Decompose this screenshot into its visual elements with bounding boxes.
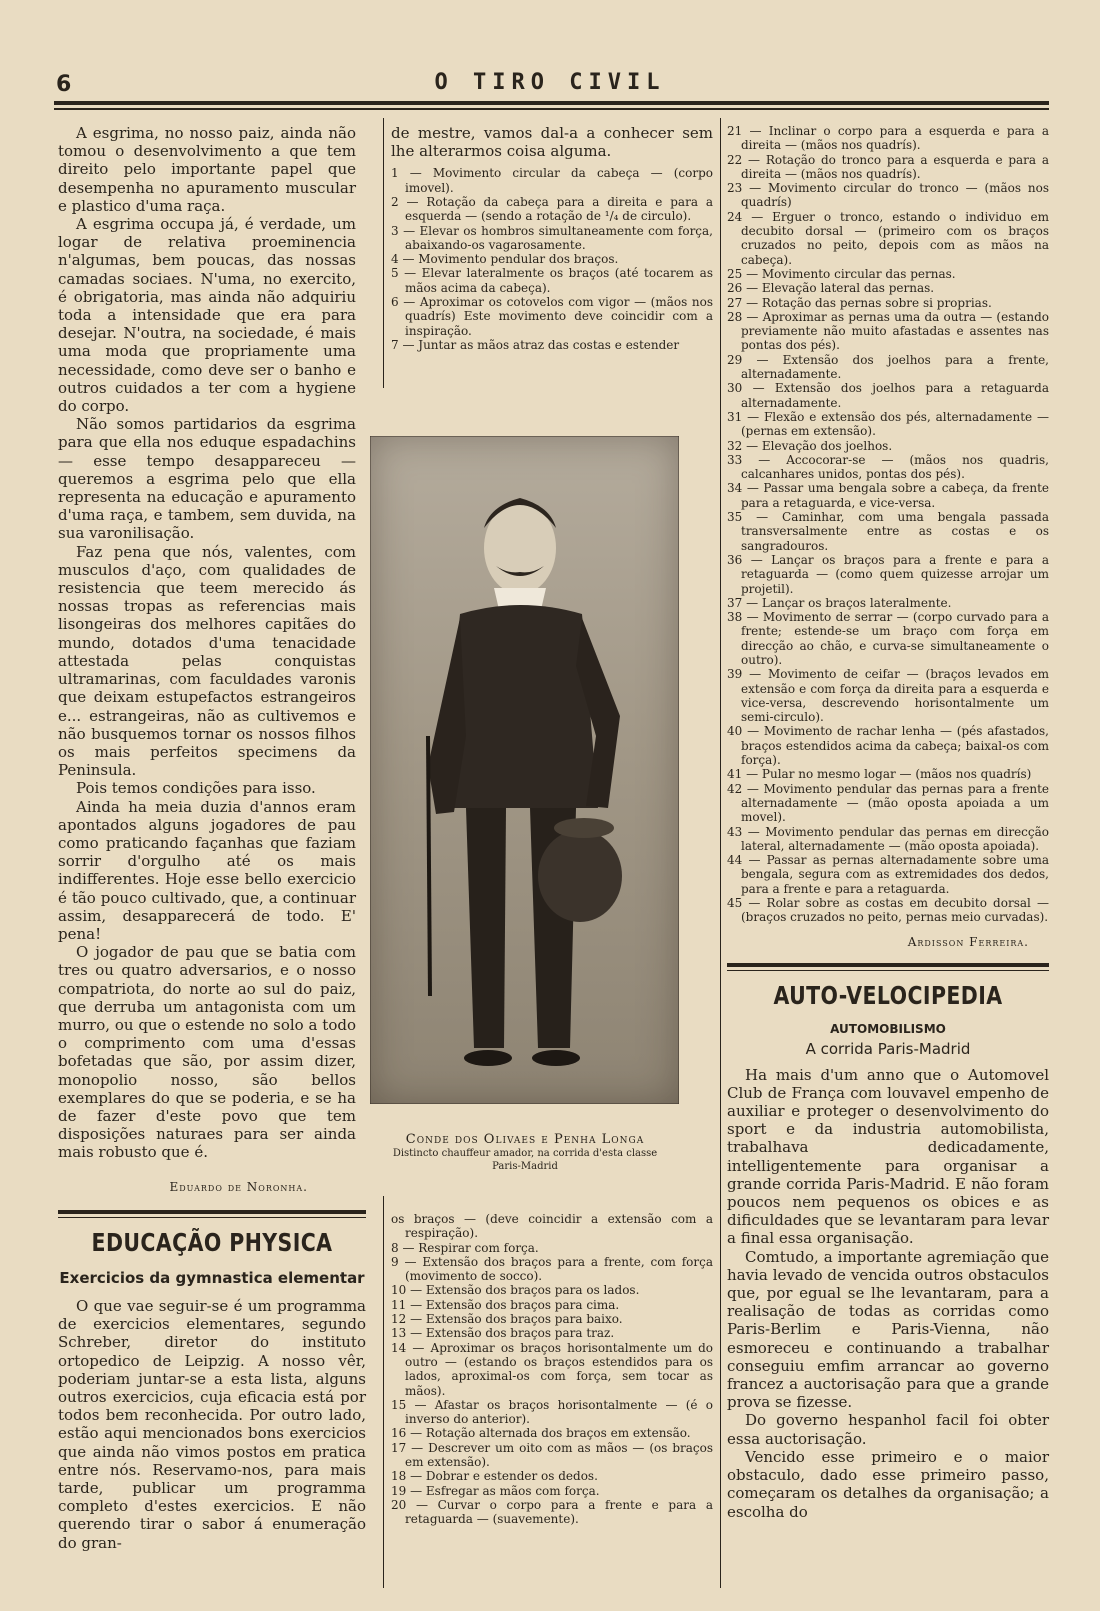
section-education [58, 1210, 366, 1552]
list-item: 15 — Afastar os braços horisontalmente — (é o inverso do anterior). [391, 1397, 713, 1427]
list-item: 26 — Elevação lateral das pernas. [727, 281, 935, 296]
portrait-photo [370, 436, 679, 1104]
list-item: 17 — Descrever um oito com as mãos — (os braços em extensão). [391, 1440, 713, 1470]
article-paragraph: Vencido esse primeiro e o maior obstaculo, dado esse primeiro passo, começaram os detalhes da organisação; a escolha do [727, 1447, 1049, 1521]
list-item: 14 — Aproximar os braços horisontalmente um do outro — (estando os braços estendidos para os lados, aproximal-os com força, sem tocar as mãos). [391, 1340, 713, 1398]
list-item: 21 — Inclinar o corpo para a esquerda e para a direita — (mãos nos quadrís). [727, 124, 1049, 153]
article-paragraph: Comtudo, a importante agremiação que havia levado de vencida outros obstaculos que, por egual se lhe levantaram, para a realisação de todas as corridas como Paris-Berlim e Paris-Vienna, não esmoreceu e continuando a trabalhar conseguiu emfim arrancar ao governo francez a auctorisação para que a grande prova se fizesse. [727, 1247, 1049, 1412]
list-item: 13 — Extensão dos braços para traz. [391, 1326, 615, 1341]
list-item: 1 — Movimento circular da cabeça — (corpo imovel). [391, 166, 713, 195]
list-item: 41 — Pular no mesmo logar — (mãos nos quadrís) [727, 767, 1032, 782]
section-rule [58, 1210, 366, 1214]
list-item: 40 — Movimento de rachar lenha — (pés afastados, braços estendidos acima da cabeça; baixal-os com força). [727, 724, 1049, 768]
column-divider-left [383, 118, 384, 388]
caption-title: Conde dos Olivaes e Penha Longa [405, 1132, 645, 1147]
list-item: 33 — Accocorar-se — (mãos nos quadris, calcanhares unidos, pontas dos pés). [727, 452, 1049, 482]
article-paragraph: O que vae seguir-se é um programma de exercicios elementares, segundo Schreber, diretor do instituto ortopedico de Leipzig. A nosso vêr, poderiam juntar-se a esta lista, alguns outros exercicios, cuja eficacia está por todos bem reconhecida. Por outro lado, estão aqui mencionados bons exercicios que ainda não vimos postos em pratica entre nós. Reservamo-nos, para mais tarde, publicar um programma completo d'estes exercicios. E não querendo tirar o sabor á enumeração do gran- [58, 1297, 366, 1552]
article-paragraph: de mestre, vamos dal-a a conhecer sem lhe alterarmos coisa alguma. [391, 124, 713, 161]
list-item: 23 — Movimento circular do tronco — (mãos nos quadrís) [727, 181, 1049, 210]
list-item: 34 — Passar uma bengala sobre a cabeça, da frente para a retaguarda, e vice-versa. [727, 481, 1049, 510]
list-item: 19 — Esfregar as mãos com força. [391, 1483, 600, 1498]
list-item: 24 — Erguer o tronco, estando o individuo em decubito dorsal — (primeiro com os braços cruzados no peito, depois com as mãos na cabeça). [727, 209, 1049, 267]
list-item: 28 — Aproximar as pernas uma da outra — (estando previamente não muito afastadas e assentes nas pontas dos pés). [727, 309, 1049, 353]
column-2-lower [391, 1212, 713, 1527]
exercise-list [391, 1212, 713, 1527]
list-item: 3 — Elevar os hombros simultaneamente com força, abaixando-os vagarosamente. [391, 223, 713, 252]
photo-caption [360, 1132, 690, 1173]
column-1 [58, 124, 356, 1162]
list-item: 39 — Movimento de ceifar — (braços levados em extensão e com força da direita para a esquerda e vice-versa, descrevendo horisontalmente um semi-circulo). [727, 667, 1049, 725]
list-item: 36 — Lançar os braços para a frente e para a retaguarda — (como quem quizesse arrojar um projetil). [727, 552, 1049, 596]
caption-line: Distincto chauffeur amador, na corrida d'esta classe [392, 1148, 658, 1159]
column-divider-right [720, 118, 721, 1588]
article-paragraph: O jogador de pau que se batia com tres ou quatro adversarios, e o nosso compatriota, do norte ao sul do paiz, que derruba um antagonista com um murro, ou que o estende no solo a todo o comprimento com uma d'essas bofetadas que são, por assim dizer, monopolio nosso, são bellos exemplares do que se poderia, e se ha de fazer d'este povo que tem disposições naturaes para ser ainda mais robusto que é. [58, 943, 356, 1162]
exercise-list [727, 124, 1049, 925]
author-signature: Ardisson Ferreira. [907, 934, 1029, 949]
article-paragraph: A esgrima occupa já, é verdade, um logar de relativa proeminencia n'algumas, bem poucas, das nossas camadas sociaes. N'uma, no exercito, é obrigatoria, mas ainda não adquiriu toda a intensidade que era para desejar. N'outra, na sociedade, é mais uma moda que propriamente uma necessidade, como deve ser o banho e outros cuidados a ter com a hygiene do corpo. [58, 215, 356, 416]
section-title: EDUCAÇÃO PHYSICA [91, 1228, 333, 1257]
section-title: AUTO-VELOCIPEDIA [773, 980, 1003, 1010]
page-number: 6 [56, 72, 72, 97]
article-paragraph: Pois temos condições para isso. [76, 779, 316, 798]
list-item: 12 — Extensão dos braços para baixo. [391, 1312, 623, 1327]
list-item: 42 — Movimento pendular das pernas para a frente alternadamente — (mão oposta apoiada a um movel). [727, 781, 1049, 825]
list-item: 29 — Extensão dos joelhos para a frente, alternadamente. [727, 352, 1049, 382]
list-item: 45 — Rolar sobre as costas em decubito dorsal — (braços cruzados no peito, pernas meio curvadas). [727, 896, 1049, 925]
list-item: 30 — Extensão dos joelhos para a retaguarda alternadamente. [727, 381, 1049, 410]
list-item: 6 — Aproximar os cotovelos com vigor — (mãos nos quadrís) Este movimento deve coincidir com a inspiração. [391, 295, 713, 338]
list-item: 25 — Movimento circular das pernas. [727, 266, 956, 281]
column-2 [391, 124, 713, 352]
list-item: 38 — Movimento de serrar — (corpo curvado para a frente; estende-se um braço com força em direcção ao chão, e curva-se simultaneamente o outro). [727, 610, 1049, 667]
section-rule-thin [727, 970, 1049, 971]
list-item: 20 — Curvar o corpo para a frente e para a retaguarda — (suavemente). [391, 1497, 713, 1527]
exercise-list [391, 166, 713, 352]
list-item: 22 — Rotação do tronco para a esquerda e para a direita — (mãos nos quadrís). [727, 152, 1049, 181]
list-item: 35 — Caminhar, com uma bengala passada transversalmente entre as costas e os sangradouros. [727, 510, 1049, 553]
masthead-title: O TIRO CIVIL [434, 70, 666, 95]
portrait-figure-illustration [370, 436, 679, 1104]
list-item: 10 — Extensão dos braços para os lados. [391, 1283, 640, 1298]
list-item: 9 — Extensão dos braços para a frente, com força (movimento de socco). [391, 1254, 713, 1284]
header-rule-thin [54, 108, 1049, 110]
article-paragraph: Do governo hespanhol facil foi obter essa auctorisação. [727, 1411, 1049, 1448]
section-rule [727, 963, 1049, 967]
list-item: 11 — Extensão dos braços para cima. [391, 1297, 620, 1312]
list-item: os braços — (deve coincidir a extensão com a respiração). [391, 1212, 713, 1241]
list-item: 16 — Rotação alternada dos braços em extensão. [391, 1426, 691, 1441]
column-3 [727, 124, 1049, 1521]
list-item: 4 — Movimento pendular dos braços. [391, 252, 619, 267]
header-rule [54, 101, 1049, 105]
section-subtitle: A corrida Paris-Madrid [805, 1039, 971, 1058]
article-paragraph: Ha mais d'um anno que o Automovel Club de França com louvavel empenho de auxiliar e proteger o desenvolvimento do sport e da industria automobilista, trabalhava dedicadamente, intelligentemente para organisar a grande corrida Paris-Madrid. E não foram poucos nem pequenos os obices e as dificuldades que se levantaram para levar a final essa organisação. [727, 1065, 1049, 1248]
article-paragraph: Ainda ha meia duzia d'annos eram apontados alguns jogadores de pau como praticando façanhas que faziam sorrir d'orgulho até os mais indifferentes. Hoje esse bello exercicio é tão pouco cultivado, que, a continuar assim, desapparecerá de todo. E' pena! [58, 797, 356, 943]
list-item: 8 — Respirar com força. [391, 1240, 539, 1255]
column-divider-left-lower [383, 1196, 384, 1588]
article-paragraph: Não somos partidarios da esgrima para que ella nos eduque espadachins — esse tempo desappareceu — queremos a esgrima pelo que ella representa na educação e apuramento d'uma raça, e tambem, sem duvida, na sua varonilisação. [58, 415, 356, 543]
list-item: 32 — Elevação dos joelhos. [727, 438, 893, 453]
list-item: 31 — Flexão e extensão dos pés, alternadamente — (pernas em extensão). [727, 409, 1049, 439]
caption-line: Paris-Madrid [492, 1161, 558, 1172]
list-item: 7 — Juntar as mãos atraz das costas e estender [391, 337, 680, 352]
article-paragraph: Faz pena que nós, valentes, com musculos d'aço, com qualidades de resistencia que teem merecido ás nossas tropas as referencias mais lisongeiras dos melhores capitães do mundo, dotados d'uma tenacidade attestada pelas conquistas ultramarinas, com faculdades varonis que deixam estupefactos estrangeiros e... estrangeiras, não as cultivemos e não busquemos tornar os nossos filhos os mais perfeitos specimens da Peninsula. [58, 542, 356, 780]
list-item: 2 — Rotação da cabeça para a direita e para a esquerda — (sendo a rotação de ¹/₄ de circulo). [391, 195, 713, 224]
author-signature: Eduardo de Noronha. [169, 1180, 308, 1194]
list-item: 18 — Dobrar e estender os dedos. [391, 1469, 598, 1484]
section-rule-thin [58, 1217, 366, 1218]
list-item: 43 — Movimento pendular das pernas em direcção lateral, alternadamente — (mão oposta apoiada). [727, 824, 1049, 853]
list-item: 27 — Rotação das pernas sobre si proprias. [727, 295, 992, 310]
list-item: 5 — Elevar lateralmente os braços (até tocarem as mãos acima da cabeça). [391, 266, 713, 295]
section-kicker: AUTOMOBILISMO [830, 1021, 946, 1036]
section-subtitle: Exercicios da gymnastica elementar [59, 1269, 365, 1287]
article-paragraph: A esgrima, no nosso paiz, ainda não tomou o desenvolvimento a que tem direito pelo importante papel que desempenha no apuramento muscular e plastico d'uma raça. [58, 124, 356, 215]
list-item: 37 — Lançar os braços lateralmente. [727, 595, 952, 610]
list-item: 44 — Passar as pernas alternadamente sobre uma bengala, segura com as extremidades dos dedos, para a frente e para a retaguarda. [727, 853, 1049, 896]
